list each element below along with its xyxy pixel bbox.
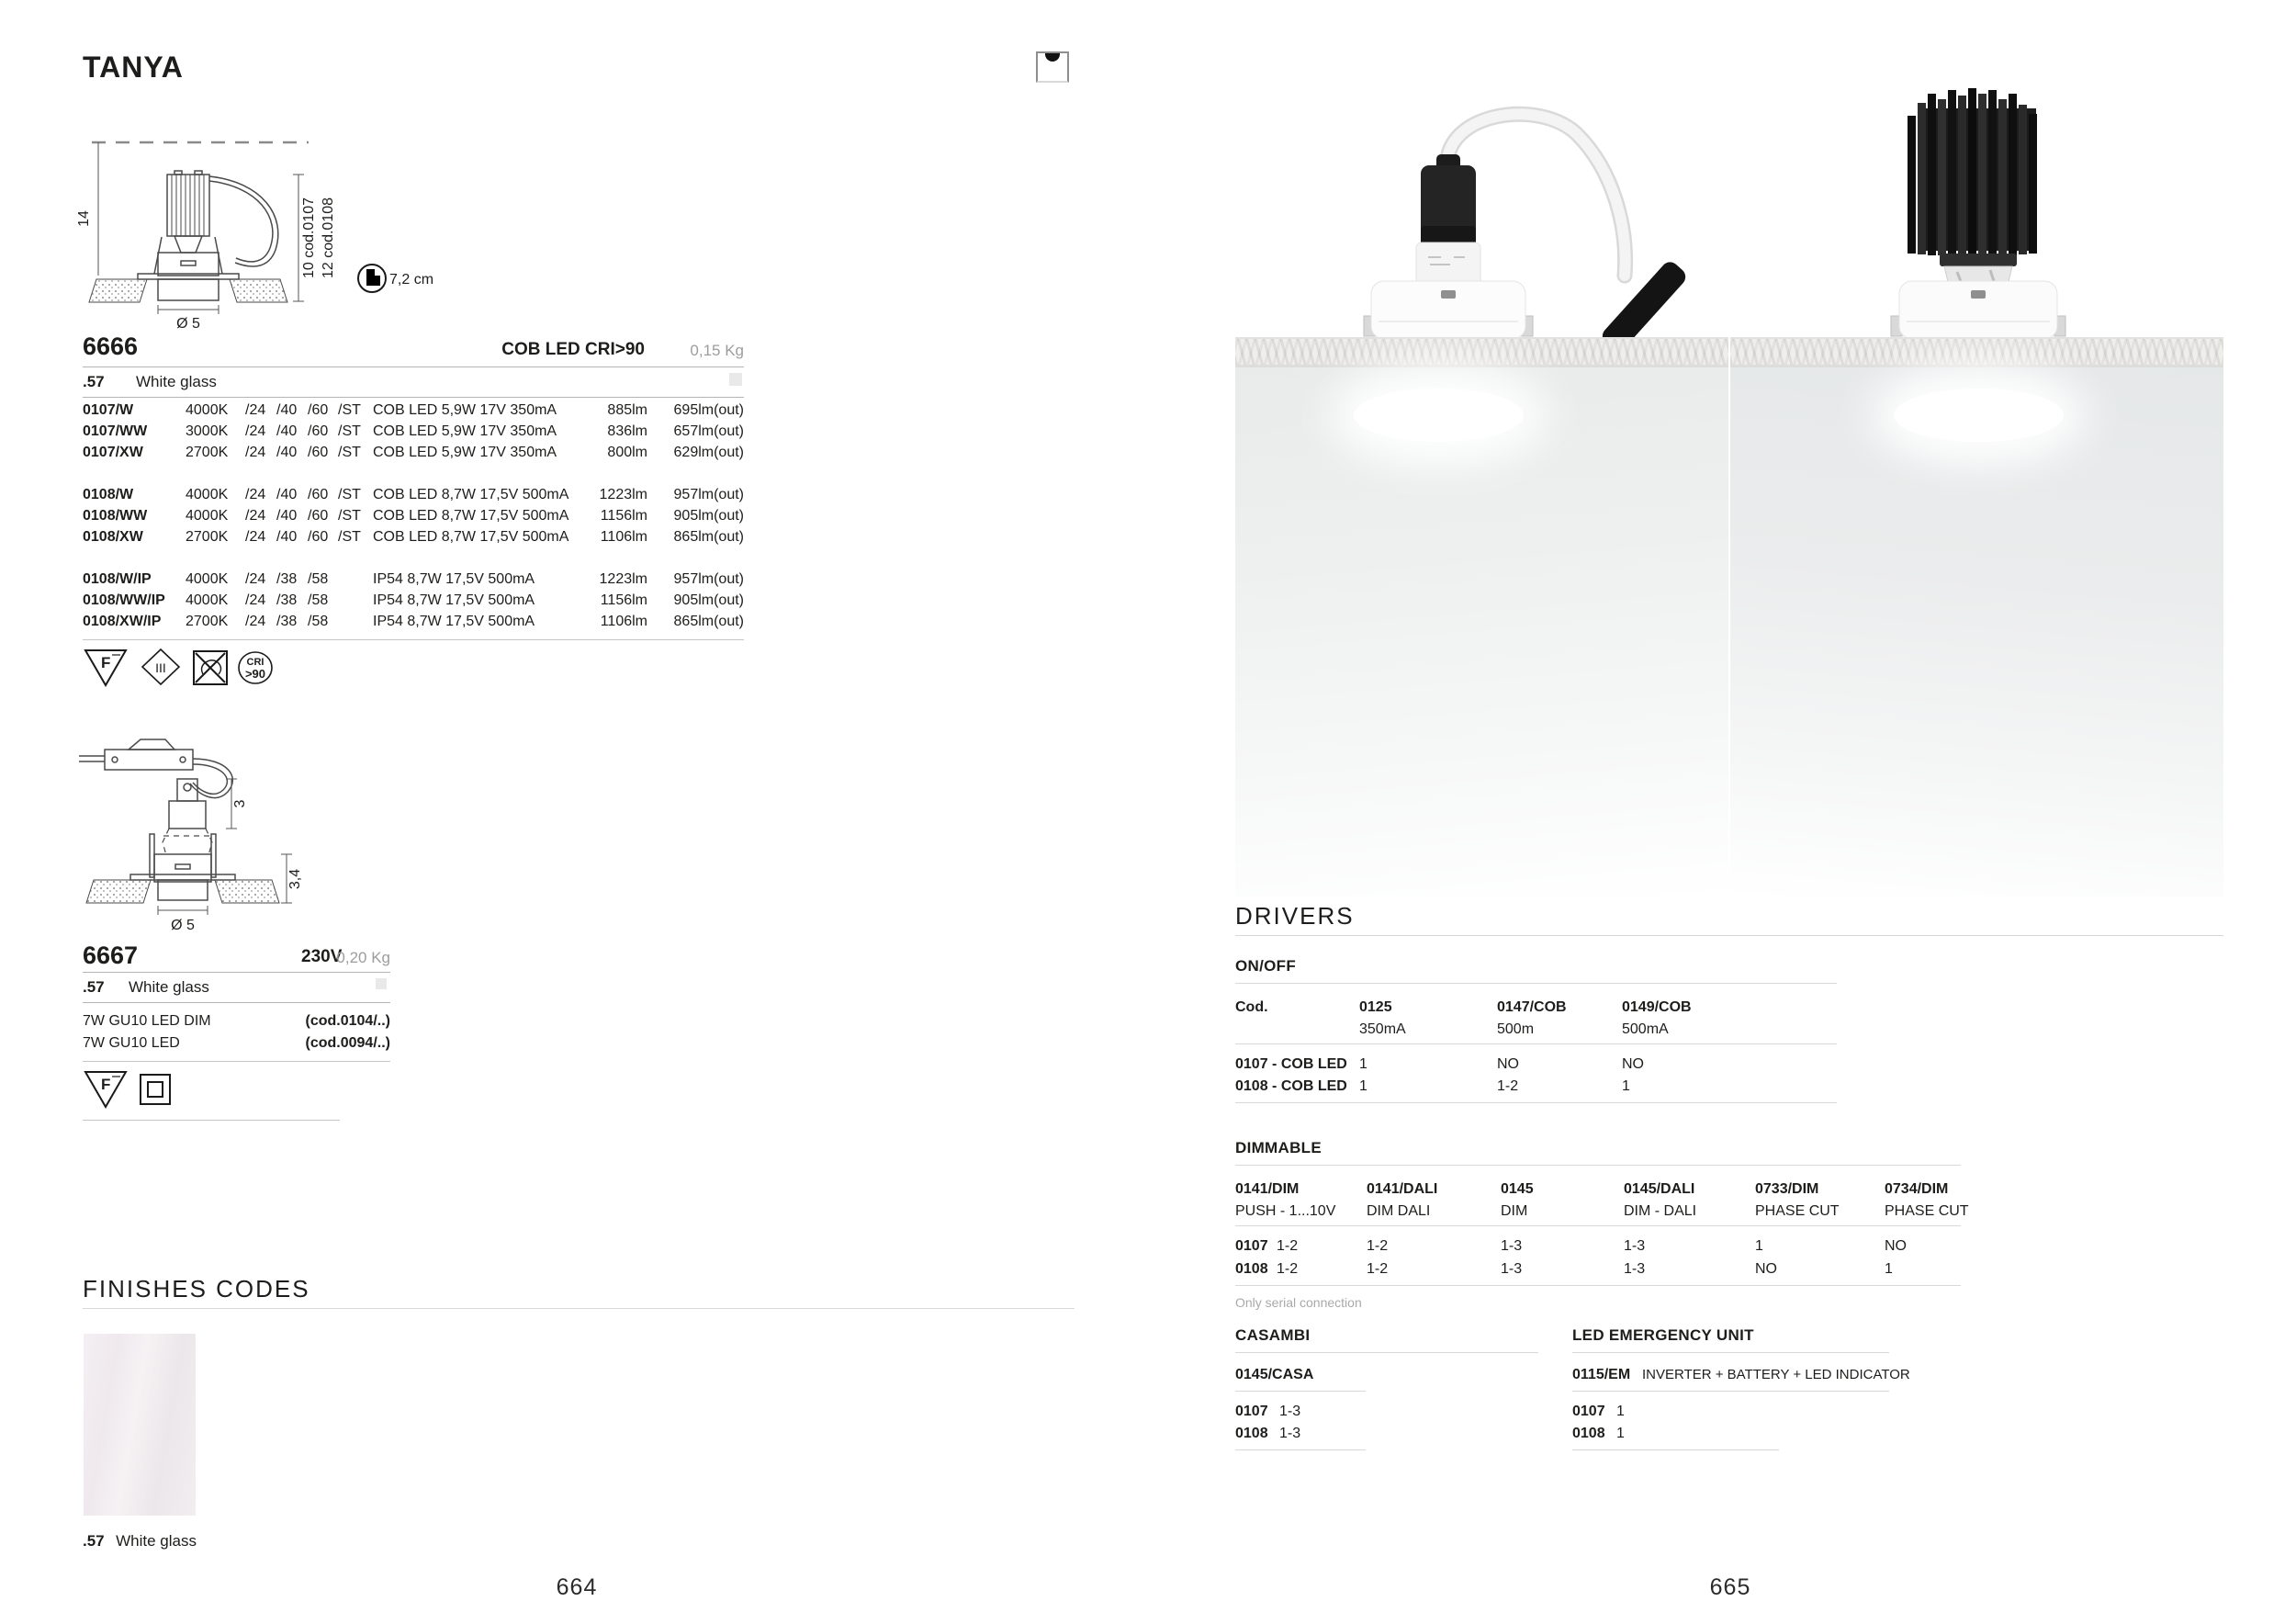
non-replaceable-lamp-icon xyxy=(194,651,227,684)
weight-label: 0,20 Kg xyxy=(336,949,390,966)
svg-text:F: F xyxy=(101,654,111,671)
row-name: 0108 - COB LED xyxy=(1235,1078,1347,1094)
row-opt: /60 xyxy=(308,402,329,418)
driver-code: 0145/CASA xyxy=(1235,1367,1314,1382)
casambi-title: CASAMBI xyxy=(1235,1326,1311,1344)
lamp-type-label: COB LED CRI>90 xyxy=(501,340,645,359)
lamp-desc: 7W GU10 LED xyxy=(83,1035,180,1051)
product-table-6667 xyxy=(83,942,390,1116)
finish-name: White glass xyxy=(116,1532,197,1550)
dim-recess-label: 3,4 xyxy=(287,868,303,890)
driver-current: 500mA xyxy=(1622,1021,1669,1037)
row-name: 0107 xyxy=(1235,1404,1268,1419)
ceiling-cut-edge xyxy=(1730,337,2223,367)
dimmable-title: DIMMABLE xyxy=(1235,1139,1322,1156)
driver-code: 0733/DIM xyxy=(1755,1181,1819,1197)
onoff-title: ON/OFF xyxy=(1235,957,1297,975)
driver-type: PUSH - 1...10V xyxy=(1235,1203,1336,1219)
lamp-cod: (cod.0094/..) xyxy=(305,1035,390,1051)
certification-icons-6667 xyxy=(83,1068,193,1111)
catalog-page: TANYA 14 10 cod.0107 12 cod.0108 Ø 5 7,2 cm 6666 COB LED CRI>90 0,15 Kg .57 White glass 0107/W 4000K /24 /40 /60 /ST COB LED 5,9W 17V 350mA 885lm 695lm(out) 0107/WW 3000K /24 /40 /60 /ST COB LED 5,9W 17V 350mA 836lm 657lm(out) 0107/XW 2700K /24 /40 /60 /ST COB LED 5,9W 17V 350mA 800lm 629lm(out) 0108/W 4000K /24 /40 /60 /ST COB LED 8,7W 17,5V 500mA 1223lm 957lm(out) 0108/WW 4000K /24 /40 /60 /ST COB LED 8,7W 17,5V 500mA 1156lm 905lm(out) 0108/XW 2700K /24 /40 /60 /ST COB LED 8,7W 17,5V 500mA 1106lm 865lm(out) 0108/W/IP 4000K /24 /38 /58 IP54 8,7W 17,5V 500mA 1223lm 957lm(out) 0108/WW/IP 4000K /24 /38 /58 IP54 8,7W 17,5V 500mA 1156lm 905lm(out) 0108/XW/IP 2700K /24 /38 /58 IP54 8,7W 17,5V 500mA 1106lm 865lm(out) F III CRI >90 3 3,4 Ø 5 6667 230V 0,20 Kg .57 White glass 7W GU10 LED DIM (cod.0104/..) 7W GU10 LED (cod.0094/..) F FINISHES CODES .57 White glass DRIVERS ON/OFF Cod. 0125 0147/COB 0149/COB 350mA 500m 500mA 0107 - COB LED 1 NO NO 0108 - COB LED 1 1-2 1 DIMMABLE 0141/DIM 0141/DALI 0145 0145/DALI 0733/DIM 0734/DIM PUSH - 1...10V DIM DALI DIM DIM - DALI PHASE CUT PHASE CUT 0107 1-2 1-2 1-3 1-3 1 NO 0108 1-2 1-2 1-3 1-3 NO 1 Only serial connection CASAMBI 0145/CASA 0107 1-3 0108 1-3 LED EMERGENCY UNIT 0115/EM INVERTER + BATTERY + LED INDICATOR 0107 1 0108 1 664 665 xyxy=(0,0,2296,1624)
dimmable-footnote: Only serial connection xyxy=(1235,1295,1362,1310)
dim-recess-0108-label: 12 cod.0108 xyxy=(321,197,336,279)
certification-icons-6666 xyxy=(83,647,321,689)
driver-code: 0141/DALI xyxy=(1367,1181,1438,1197)
drivers-title: DRIVERS xyxy=(1235,902,1355,930)
dim-height-label: 3 xyxy=(232,799,248,808)
finish-name: White glass xyxy=(136,373,217,390)
recessed-downlight-icon xyxy=(1036,51,1069,83)
driver-code: 0125 xyxy=(1359,999,1392,1015)
light-aperture xyxy=(1354,389,1524,442)
row-name: 0108 xyxy=(1572,1426,1605,1441)
voltage-label: 230V xyxy=(301,947,343,966)
f-mark-icon xyxy=(85,1072,126,1107)
cod-header: Cod. xyxy=(1235,999,1268,1015)
finish-mini-swatch xyxy=(729,373,742,386)
row-desc: COB LED 5,9W 17V 350mA xyxy=(373,402,557,418)
ceiling-surface xyxy=(1730,367,2223,897)
finish-name: White glass xyxy=(129,978,209,996)
finish-mini-swatch xyxy=(376,978,387,989)
technical-drawing-6666 xyxy=(37,129,478,333)
svg-text:>90: >90 xyxy=(244,667,266,681)
class-ii-icon xyxy=(141,1075,170,1104)
driver-code: 0115/EM xyxy=(1572,1367,1631,1382)
gu10-fixture-rendering xyxy=(1235,81,1728,339)
f-mark-icon xyxy=(85,650,126,685)
row-name: 0107 - COB LED xyxy=(1235,1056,1347,1072)
product-photos xyxy=(1235,81,2223,897)
driver-code: 0141/DIM xyxy=(1235,1181,1300,1197)
row-lumen-out: 695lm(out) xyxy=(673,402,744,418)
driver-code: 0734/DIM xyxy=(1885,1181,1949,1197)
driver-type: PHASE CUT xyxy=(1755,1203,1840,1219)
driver-code: 0145/DALI xyxy=(1624,1181,1695,1197)
row-code: 0107/WW xyxy=(83,423,148,439)
dim-recess-0107-label: 10 cod.0107 xyxy=(301,197,317,279)
finish-code: .57 xyxy=(83,373,105,390)
light-aperture xyxy=(1894,389,2064,442)
product-table-6666: 6666 COB LED CRI>90 0,15 Kg .57 White glass 0107/W 4000K /24 /40 /60 /ST COB LED 5,9W 17V 350mA 885lm 695lm(out) 0107/WW 3000K /24 /40 /60 /ST COB LED 5,9W 17V 350mA 836lm 657lm(out) 0107/XW 2700K /24 /40 /60 /ST COB LED 5,9W 17V 350mA 800lm 629lm(out) 0108/W 4000K /24 /40 /60 /ST COB LED 8,7W 17,5V 500mA 1223lm 957lm(out) 0108/WW 4000K /24 /40 /60 /ST COB LED 8,7W 17,5V 500mA 1156lm 905lm(out) 0108/XW 2700K /24 /40 /60 /ST COB LED 8,7W 17,5V 500mA 1106lm 865lm(out) 0108/W/IP 4000K /24 /38 /58 IP54 8,7W 17,5V 500mA 1223lm 957lm(out) 0108/WW/IP 4000K /24 /38 /58 IP54 8,7W 17,5V 500mA 1156lm 905lm(out) 0108/XW/IP 2700K /24 /38 /58 IP54 8,7W 17,5V 500mA 1106lm 865lm(out) F III CRI >90 xyxy=(83,333,744,700)
dim-diameter-label: Ø 5 xyxy=(171,918,195,933)
row-lumen: 885lm xyxy=(607,402,647,418)
driver-type: PHASE CUT xyxy=(1885,1203,1969,1219)
page-number-left: 664 xyxy=(556,1574,598,1600)
svg-text:III: III xyxy=(155,660,166,675)
finishes-title: FINISHES CODES xyxy=(83,1275,310,1303)
driver-code: 0149/COB xyxy=(1622,999,1692,1015)
downlight-notch-icon xyxy=(1045,53,1060,62)
row-name: 0107 xyxy=(1235,1238,1268,1254)
weight-label: 0,15 Kg xyxy=(690,342,744,359)
svg-text:F: F xyxy=(101,1076,111,1093)
driver-current: 500m xyxy=(1497,1021,1535,1037)
row-name: 0108 xyxy=(1235,1261,1268,1277)
driver-type: DIM - DALI xyxy=(1624,1203,1697,1219)
class-iii-icon xyxy=(142,649,179,684)
cri90-icon xyxy=(239,652,272,683)
svg-text:CRI: CRI xyxy=(246,657,264,668)
driver-type: DIM DALI xyxy=(1367,1203,1431,1219)
driver-desc: INVERTER + BATTERY + LED INDICATOR xyxy=(1642,1367,1910,1382)
ceiling-cut-edge xyxy=(1235,337,1728,367)
row-opt: /24 xyxy=(245,402,266,418)
technical-drawing-6667 xyxy=(73,726,386,935)
dim-height-label: 14 xyxy=(76,210,92,227)
lamp-cod: (cod.0104/..) xyxy=(305,1013,390,1029)
finish-code: .57 xyxy=(83,978,105,996)
cob-led-fixture-rendering xyxy=(1730,81,2223,339)
driver-code: 0147/COB xyxy=(1497,999,1567,1015)
row-name: 0107 xyxy=(1572,1404,1605,1419)
lamp-desc: 7W GU10 LED DIM xyxy=(83,1013,211,1029)
emergency-title: LED EMERGENCY UNIT xyxy=(1572,1326,1754,1344)
dim-diameter-label: Ø 5 xyxy=(176,316,200,332)
photo-6667-gu10 xyxy=(1235,81,1728,897)
ceiling-surface xyxy=(1235,367,1728,897)
driver-code: 0145 xyxy=(1501,1181,1534,1197)
driver-type: DIM xyxy=(1501,1203,1528,1219)
row-opt: /40 xyxy=(276,402,298,418)
row-opt: /ST xyxy=(338,402,361,418)
page-number-right: 665 xyxy=(1709,1574,1751,1600)
finish-code: .57 xyxy=(83,1532,105,1550)
photo-6666-cob-led xyxy=(1730,81,2223,897)
cutout-size-label: 7,2 cm xyxy=(389,272,434,288)
finish-swatch-image xyxy=(84,1334,196,1516)
page-title: TANYA xyxy=(83,51,184,84)
product-code: 6667 xyxy=(83,942,139,969)
row-code: 0107/W xyxy=(83,402,134,418)
row-cct: 4000K xyxy=(186,402,229,418)
row-name: 0108 xyxy=(1235,1426,1268,1441)
product-code: 6666 xyxy=(83,333,139,360)
driver-current: 350mA xyxy=(1359,1021,1406,1037)
